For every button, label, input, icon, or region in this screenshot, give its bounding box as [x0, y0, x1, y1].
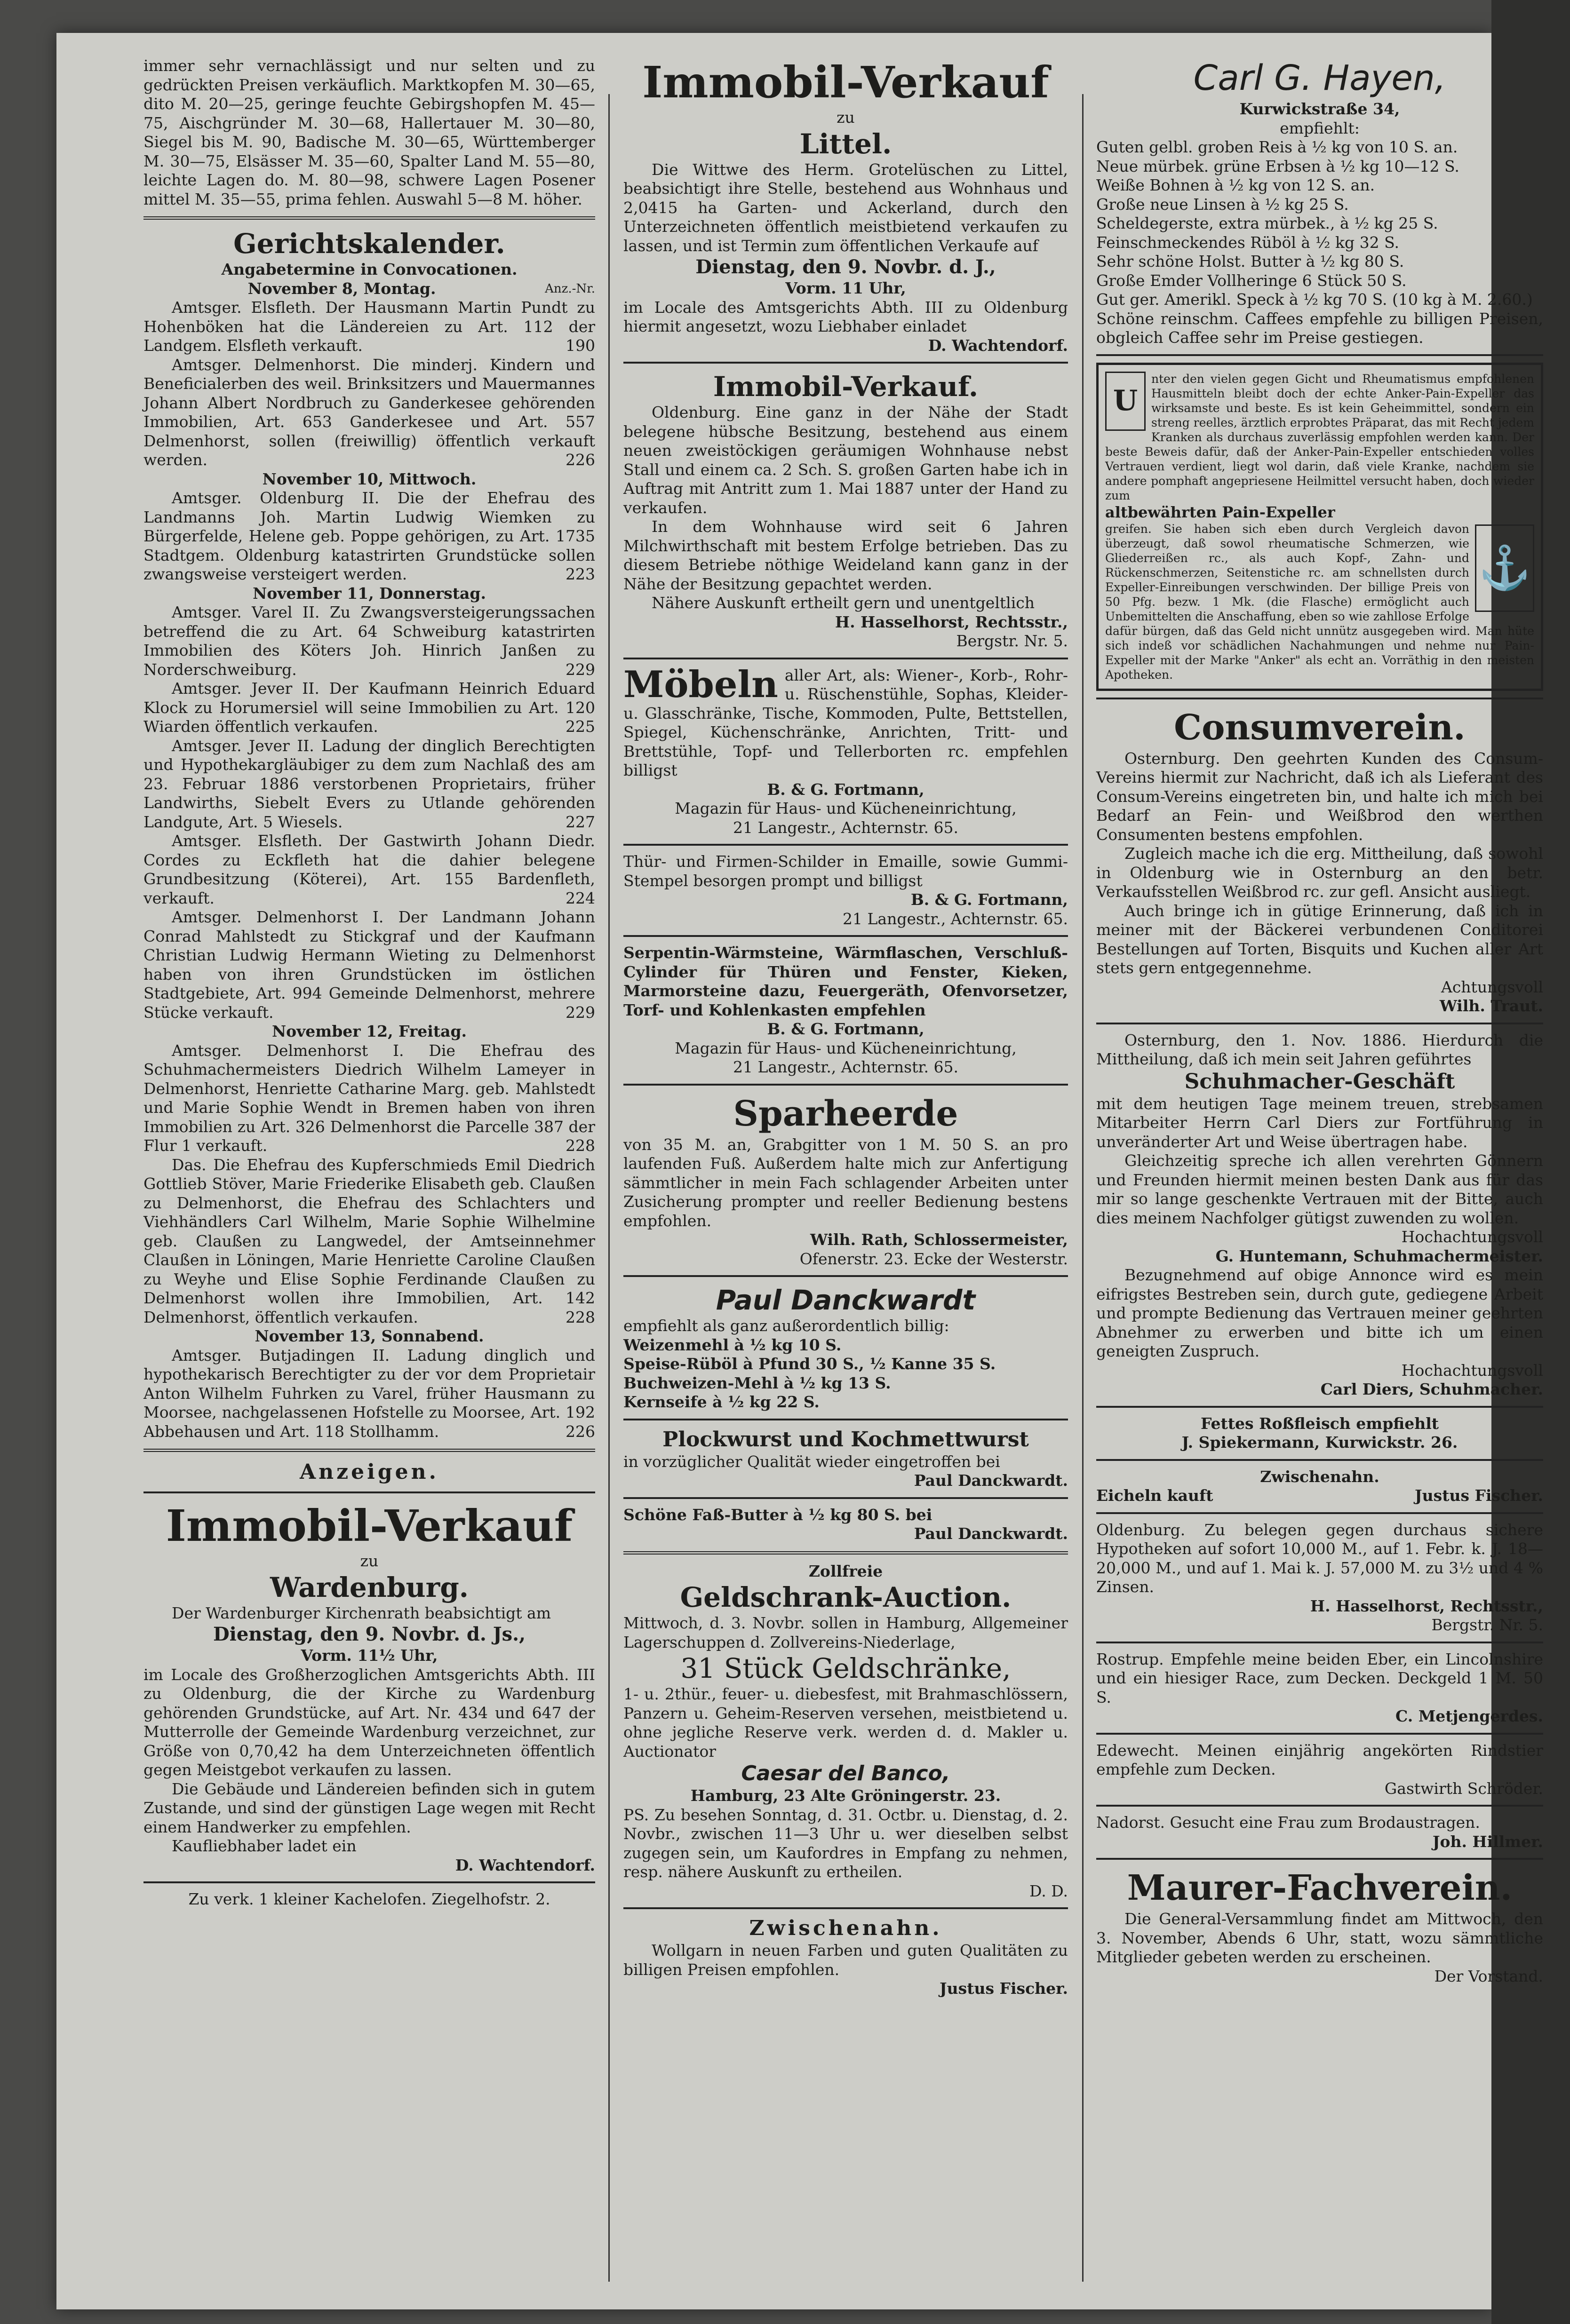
ad-text: 1- u. 2thür., feuer- u. diebesfest, mit Brahmaschlössern, Panzern u. Geheim-Reserven versehen, meistbietend u. ohne jegliche Reserve verk. werden d. d. Makler u. Auctionator	[623, 1685, 1068, 1761]
ad-time: Vorm. 11½ Uhr,	[301, 1646, 438, 1665]
ad-title-zwischenahn: Zwischenahn.	[749, 1916, 942, 1940]
ad-zu: zu	[360, 1552, 379, 1570]
ad-text: in vorzüglicher Qualität wieder eingetroffen bei	[623, 1452, 1000, 1471]
ad-title-immobil-verkauf: Immobil-Verkauf	[166, 1500, 573, 1551]
ad-title-schuhmacher: Schuhmacher-Geschäft	[1184, 1069, 1455, 1094]
divider	[1096, 698, 1543, 699]
anchor-icon: ⚓	[1475, 524, 1534, 612]
ad-address: Hamburg, 23 Alte Gröningerstr. 23.	[690, 1786, 1001, 1805]
date-heading-nov8: November 8, Montag. Anz.-Nr.	[247, 279, 595, 298]
ad-closing: Hochachtungsvoll	[1401, 1361, 1543, 1380]
ad-closing: Achtungsvoll	[1441, 977, 1543, 996]
ad-signature: H. Hasselhorst, Rechtsstr.,	[835, 612, 1068, 631]
ad-closing: Hochachtungsvoll	[1401, 1228, 1543, 1246]
ad-name: Caesar del Banco,	[741, 1761, 950, 1785]
price-line: Schöne reinschm. Caffees empfehle zu billigen Preisen, obgleich Caffee sehr im Preise gestiegen.	[1096, 309, 1543, 347]
small-ad: Zu verk. 1 kleiner Kachelofen. Ziegelhofstr. 2.	[188, 1890, 550, 1908]
ad-text: Rostrup. Empfehle meine beiden Eber, ein Lincolnshire und ein hiesiger Race, zum Decken. Deckgeld 1 M. 50 S.	[1096, 1650, 1543, 1706]
ad-title-wurst: Plockwurst und Kochmettwurst	[662, 1427, 1029, 1452]
ad-place: Littel.	[799, 127, 892, 160]
initial-letter: U	[1105, 372, 1146, 431]
ad-text: von 35 M. an, Grabgitter von 1 M. 50 S. an pro laufenden Fuß. Außerdem halte mich zur Anfertigung sämmtlicher in mein Fach schlagender Arbeiten unter Zusicherung prompter und reeller Bedienung bestens empfohlen.	[623, 1135, 1068, 1230]
ad-text: In dem Wohnhause wird seit 6 Jahren Milchwirthschaft mit bestem Erfolge betrieben. Das zu diesem Betriebe nöthige Weideland kann ganz in der Nähe der Besitzung gepachtet werden.	[623, 517, 1068, 593]
column-rule-1	[608, 94, 610, 2282]
divider	[1096, 1805, 1543, 1807]
divider	[623, 1419, 1068, 1420]
price-line: Guten gelbl. groben Reis à ½ kg von 10 S. an.	[1096, 138, 1458, 156]
ad-text: Bezugnehmend auf obige Annonce wird es mein eifrigstes Bestreben sein, durch gute, gediegene Arbeit und prompte Bedienung das Vertrauen meiner geehrten Abnehmer zu erwerben und bitte ich um einen geneigten Zuspruch.	[1096, 1266, 1543, 1360]
divider	[143, 1491, 595, 1493]
price-line: Gut ger. Amerikl. Speck à ½ kg 70 S. (10 kg à M. 2.60.)	[1096, 290, 1533, 309]
price-line: Weizenmehl à ½ kg 10 S.	[623, 1335, 842, 1354]
ad-text: Kaufliebhaber ladet ein	[172, 1837, 357, 1855]
divider	[1096, 354, 1543, 356]
ad-place: Wardenburg.	[270, 1571, 469, 1603]
price-line: Sehr schöne Holst. Butter à ½ kg 80 S.	[1096, 252, 1404, 270]
court-entry: Amtsger. Oldenburg II. Die der Ehefrau des Landmanns Joh. Martin Ludwig Wiemken zu Bürgerfelde, Helene geb. Poppe gehörigen, zu Art. 1735 Stadtgem. Oldenburg katastrirten Grundstücke sollen zwangsweise versteigert werden. 223	[143, 489, 595, 583]
divider	[623, 1275, 1068, 1277]
ad-text: nter den vielen gegen Gicht und Rheumatismus empfohlenen Hausmitteln bleibt doch der echte Anker-Pain-Expeller das wirksamste und beste. Es ist kein Geheimmittel, sondern ein streng reelles, ärztlich erprobtes Präparat, das mit Recht jedem Kranken als durchaus zuverlässig empfohlen werden kann. Der beste Beweis dafür, daß der Anker-Pain-Expeller entschieden volles Vertrauen verdient, liegt wol darin, daß viele Kranke, nachdem sie andere pomphaft angepriesene Heilmittel versucht haben, doch wieder zum	[1105, 372, 1534, 502]
price-line: Feinschmeckendes Rüböl à ½ kg 32 S.	[1096, 233, 1400, 252]
divider	[143, 1881, 595, 1883]
ad-text: Thür- und Firmen-Schilder in Emaille, sowie Gummi-Stempel besorgen prompt und billigst	[623, 852, 1068, 890]
court-entry: Amtsger. Elsfleth. Der Gastwirth Johann Diedr. Cordes zu Eckfleth hat die dahier belegene Grundbesitzung (Köterei), Art. 155 Bardenfleth, verkauft. 224	[143, 832, 595, 907]
column-1	[143, 56, 595, 2296]
ad-text: Auch bringe ich in gütige Erinnerung, daß ich in meiner mit der Bäckerei verbundenen Conditorei Bestellungen auf Torten, Bisquits und Kuchen aller Art stets gern entgegennehme.	[1096, 901, 1543, 977]
ad-text: Der Wardenburger Kirchenrath beabsichtigt am	[172, 1603, 551, 1622]
ad-text: empfiehlt:	[1280, 119, 1360, 137]
ad-title-immobil-verkauf-littel: Immobil-Verkauf	[642, 57, 1049, 108]
divider	[1096, 1023, 1543, 1024]
price-line: Große Emder Vollheringe 6 Stück 50 S.	[1096, 271, 1407, 290]
market-report-text: immer sehr vernachlässigt und nur selten und zu gedrückten Preisen verkäuflich. Marktkopfen M. 30—65, dito M. 20—25, geringe feuchte Gebirgshopfen M. 45—75, Aischgründer M. 30—68, Hallertauer M. 30—80, Siegel bis M. 90, Badische M. 30—65, Württemberger M. 30—75, Elsässer M. 35—60, Spalter Land M. 55—80, leichte Lagen do. M. 80—98, schwere Lagen Posener mittel M. 35—55, prima fehlen. Auswahl 5—8 M. höher.	[143, 56, 595, 208]
divider	[1096, 1858, 1543, 1860]
ad-headline: 31 Stück Geldschränke,	[680, 1652, 1011, 1684]
ad-signature: Wilh. Traut.	[1439, 997, 1543, 1015]
divider	[623, 1551, 1068, 1555]
divider	[623, 658, 1068, 659]
column-3	[1096, 56, 1543, 2296]
divider	[1096, 1406, 1543, 1408]
ad-signature: H. Hasselhorst, Rechtsstr.,	[1310, 1596, 1543, 1615]
ad-address: 21 Langestr., Achternstr. 65.	[843, 909, 1068, 928]
ad-signature: J. Spiekermann, Kurwickstr. 26.	[1181, 1433, 1458, 1452]
ad-signature: Wilh. Rath, Schlossermeister,	[810, 1230, 1068, 1249]
date-heading-nov13: November 13, Sonnabend.	[255, 1327, 484, 1345]
ad-text: Mittwoch, d. 3. Novbr. sollen in Hamburg, Allgemeiner Lagerschuppen d. Zollvereins-Niederlage,	[623, 1614, 1068, 1651]
ad-signature: Der Vorstand.	[1434, 1967, 1543, 1985]
ad-pretitle: Zollfreie	[808, 1562, 883, 1580]
ad-address: 21 Langestr., Achternstr. 65.	[733, 1058, 958, 1076]
ad-address: Ofenerstr. 23. Ecke der Westerstr.	[799, 1249, 1068, 1268]
divider	[623, 1907, 1068, 1909]
ad-signature: D. Wachtendorf.	[928, 336, 1068, 355]
ad-text: Serpentin-Wärmsteine, Wärmflaschen, Verschluß-Cylinder für Thüren und Fenster, Kieken, Marmorsteine dazu, Feuergeräth, Ofenvorsetzer, Torf- und Kohlenkasten empfehlen	[623, 944, 1068, 1019]
ad-text: greifen. Sie haben sich eben durch Vergleich davon überzeugt, daß sowol rheumatische Schmerzen, wie Gliederreißen rc., als auch Kopf-, Zahn- und Rückenschmerzen, Seitenstiche rc. am schnellsten durch Expeller-Einreibungen verschwinden. Der billige Preis von 50 Pfg. bezw. 1 Mk. (die Flasche) ermöglicht auch Unbemittelten die Anschaffung, eben so wie zahllose Erfolge dafür bürgen, daß das Geld nicht unnütz ausgegeben wird. Man hüte sich indeß vor schädlichen Nachahmungen und nehme nur Pain-Expeller mit der Marke "Anker" als echt an. Vorräthig in den meisten Apotheken.	[1105, 522, 1534, 682]
ad-text: Fettes Roßfleisch empfiehlt	[1200, 1414, 1439, 1433]
ad-text: Oldenburg. Eine ganz in der Nähe der Stadt belegene hübsche Besitzung, bestehend aus einem neuen zweistöckigen geräumigen Wohnhause nebst Stall und einem ca. 2 Sch. S. großen Garten habe ich in Auftrag mit Antritt zum 1. Mai 1887 unter der Hand zu verkaufen.	[623, 403, 1068, 517]
date-heading-nov12: November 12, Freitag.	[271, 1022, 467, 1040]
ad-text: empfiehlt als ganz außerordentlich billig:	[623, 1317, 949, 1335]
divider	[1096, 1512, 1543, 1514]
divider	[1096, 1733, 1543, 1735]
ad-signature: G. Huntemann, Schuhmachermeister.	[1215, 1246, 1543, 1265]
ad-title-maurer-fachverein: Maurer-Fachverein.	[1127, 1868, 1513, 1908]
ad-zu: zu	[837, 108, 855, 127]
court-calendar-title: Gerichtskalender.	[233, 228, 505, 260]
divider	[1096, 1642, 1543, 1643]
ad-title-carl-hayen: Carl G. Hayen,	[1193, 58, 1446, 98]
ad-text: Nähere Auskunft ertheilt gern und unentgeltlich	[652, 594, 1035, 612]
price-line: Kernseife à ½ kg 22 S.	[623, 1393, 820, 1411]
ad-text: Osternburg. Den geehrten Kunden des Consum-Vereins hiermit zur Nachricht, daß ich als Lieferant des Consum-Vereins eingetreten bin, und halte ich mich bei Bedarf an Fein- und Weißbrod den werthen Consumenten bestens empfohlen.	[1096, 749, 1543, 844]
ad-title-paul-danckwardt: Paul Danckwardt	[716, 1284, 976, 1316]
column-rule-2	[1082, 94, 1084, 2282]
ad-title-consumverein: Consumverein.	[1174, 707, 1466, 748]
ad-signature: B. & G. Fortmann,	[910, 890, 1068, 909]
ad-headline: altbewährten Pain-Expeller	[1105, 503, 1335, 521]
ad-signature: D. Wachtendorf.	[455, 1856, 595, 1874]
court-entry: Amtsger. Jever II. Der Kaufmann Heinrich Eduard Klock zu Horumersiel will seine Immobilien zu Art. 120 Wiarden öffentlich verkaufen. 225	[143, 679, 595, 736]
court-entry: Amtsger. Butjadingen II. Ladung dinglich und hypothekarisch Berechtigter zu der vor dem Proprietair Anton Wilhelm Fuhrken zu Varel, früher Hausmann zu Moorsee, nachgelassenen Hofstelle zu Moorsee, Art. 192 Abbehausen und Art. 118 Stollhamm. 226	[143, 1346, 595, 1441]
court-entry: Amtsger. Jever II. Ladung der dinglich Berechtigten und Hypothekargläubiger zu dem zum Nachlaß des am 23. Februar 1886 verstorbenen Proprietairs, früher Landwirths, Siebelt Evers zu Utlande gehörenden Landgute, Art. 5 Wiesels. 227	[143, 736, 595, 831]
ad-signature: Justus Fischer.	[940, 1979, 1068, 1998]
ad-title-zwischenahn-2: Zwischenahn.	[1260, 1467, 1379, 1486]
ad-subline: Magazin für Haus- und Kücheneinrichtung,	[675, 1039, 1017, 1057]
ad-date: Dienstag, den 9. Novbr. d. Js.,	[213, 1623, 526, 1645]
price-line: Scheldegerste, extra mürbek., à ½ kg 25 S.	[1096, 214, 1438, 232]
ad-text: Nadorst. Gesucht eine Frau zum Brodaustragen.	[1096, 1813, 1480, 1832]
court-entry: Amtsger. Delmenhorst I. Der Landmann Johann Conrad Mahlstedt zu Stickgraf und der Kaufmann Christian Ludwig Hermann Wieting zu Delmenhorst haben von ihren Grundstücken im östlichen Stadtgebiete, Art. 994 Gemeinde Delmenhorst, mehrere Stücke verkauft. 229	[143, 908, 595, 1022]
ad-initials: D. D.	[1029, 1881, 1068, 1900]
ad-address: Bergstr. Nr. 5.	[1431, 1616, 1543, 1634]
ad-text: Die Wittwe des Herm. Grotelüschen zu Littel, beabsichtigt ihre Stelle, bestehend aus Wohnhaus und 2,0415 ha Garten- und Ackerland, durch den Unterzeichneten öffentlich meistbietend verkaufen zu lassen, und ist Termin zum öffentlichen Verkaufe auf	[623, 160, 1068, 255]
ad-title-immobil-verkauf-2: Immobil-Verkauf.	[713, 371, 979, 403]
pain-expeller-ad	[1096, 363, 1543, 691]
divider	[623, 844, 1068, 846]
ad-date: Dienstag, den 9. Novbr. d. J.,	[695, 256, 996, 278]
ad-title-sparheerde: Sparheerde	[733, 1093, 958, 1134]
court-entry: Amtsger. Elsfleth. Der Hausmann Martin Pundt zu Hohenböken hat die Ländereien zu Art. 112 der Landgem. Elsfleth verkauft. 190	[143, 298, 595, 355]
ad-text: Die Gebäude und Ländereien befinden sich in gutem Zustande, und sind der günstigen Lage wegen mit Recht einem Handwerker zu empfehlen.	[143, 1779, 595, 1836]
date-heading-nov11: November 11, Donnerstag.	[253, 584, 486, 603]
price-line: Weiße Bohnen à ½ kg von 12 S. an.	[1096, 176, 1375, 194]
divider	[623, 1084, 1068, 1086]
ad-signature: Paul Danckwardt.	[914, 1524, 1068, 1543]
court-calendar-subtitle: Angabetermine in Convocationen.	[221, 260, 518, 278]
divider	[623, 1497, 1068, 1499]
price-line: Neue mürbek. grüne Erbsen à ½ kg 10—12 S.	[1096, 157, 1459, 175]
ad-text: mit dem heutigen Tage meinem treuen, strebsamen Mitarbeiter Herrn Carl Diers zur Fortführung in unveränderter Art und Weise übertragen habe.	[1096, 1094, 1543, 1151]
ad-time: Vorm. 11 Uhr,	[785, 279, 906, 297]
court-entry: Amtsger. Delmenhorst. Die minderj. Kindern und Beneficialerben des weil. Brinksitzers und Mauermannes Johann Albert Nordbruch zu Ganderkesee gehörenden Immobilien, Art. 653 Ganderkesee und Art. 557 Delmenhorst, sollen (freiwillig) öffentlich verkauft werden. 226	[143, 355, 595, 469]
column-2	[623, 56, 1068, 2296]
divider	[623, 935, 1068, 937]
ad-signature: B. & G. Fortmann,	[767, 780, 924, 799]
ad-signature: Gastwirth Schröder.	[1384, 1779, 1543, 1798]
ad-signature: C. Metjengerdes.	[1395, 1707, 1543, 1725]
divider	[143, 1449, 595, 1452]
ad-text: Zugleich mache ich die erg. Mittheilung, daß sowohl in Oldenburg wie in Osternburg an den betr. Verkaufsstellen Weißbrod rc. zur gefl. Ansicht ausliegt.	[1096, 844, 1543, 901]
ad-address: Kurwickstraße 34,	[1239, 100, 1400, 118]
ad-signature: Paul Danckwardt.	[914, 1471, 1068, 1490]
divider	[623, 362, 1068, 364]
court-entry: Amtsger. Varel II. Zu Zwangsversteigerungssachen betreffend die zu Art. 64 Schweiburg katastrirten Immobilien des Köters Joh. Hinrich Janßen zu Norderschweiburg. 229	[143, 603, 595, 679]
date-heading-nov10: November 10, Mittwoch.	[262, 469, 477, 488]
ad-text: Gleichzeitig spreche ich allen verehrten Gönnern und Freunden hiermit meinen besten Dank aus für das mir so lange geschenkte Vertrauen mit der Bitte, auch dies meinem Nachfolger gütigst zuwenden zu wollen.	[1096, 1151, 1543, 1227]
ad-text: im Locale des Amtsgerichts Abth. III zu Oldenburg hiermit angesetzt, wozu Liebhaber einladet	[623, 298, 1068, 335]
ad-text: im Locale des Großherzoglichen Amtsgerichts Abth. III zu Oldenburg, die der Kirche zu Wardenburg gehörenden Grundstücke, auf Art. Nr. 434 und 647 der Mutterrolle der Gemeinde Wardenburg verzeichnet, zur Größe von 0,70,42 ha dem Unterzeichneten öffentlich gegen Meistgebot verkaufen zu lassen.	[143, 1665, 595, 1779]
divider	[1096, 1459, 1543, 1461]
court-entry: Amtsger. Delmenhorst I. Die Ehefrau des Schuhmachermeisters Diedrich Wilhelm Lameyer in Delmenhorst, Henriette Catharine Marg. geb. Mahlstedt und Marie Sophie Wendt in Bremen haben von ihren Immobilien zu Art. 326 Delmenhorst die Parcelle 387 der Flur 1 verkauft. 228	[143, 1041, 595, 1155]
ad-title-moebeln: Möbeln	[623, 663, 778, 706]
price-line: Große neue Linsen à ½ kg 25 S.	[1096, 195, 1349, 214]
ad-subline: Magazin für Haus- und Kücheneinrichtung,	[675, 799, 1017, 817]
ad-text: Schöne Faß-Butter à ½ kg 80 S. bei	[623, 1505, 932, 1524]
ad-signature: Joh. Hillmer.	[1432, 1832, 1543, 1851]
ad-signature: B. & G. Fortmann,	[767, 1020, 924, 1038]
ads-section-title: Anzeigen.	[300, 1460, 439, 1484]
ad-signature: Carl Diers, Schuhmacher.	[1320, 1380, 1543, 1398]
ad-text: Osternburg, den 1. Nov. 1886. Hierdurch die Mittheilung, daß ich mein seit Jahren geführtes	[1096, 1031, 1543, 1068]
ad-moebeln: Möbeln aller Art, als: Wiener-, Korb-, Rohr- u. Rüschenstühle, Sophas, Kleider- u. Glasschränke, Tische, Kommoden, Pulte, Bettstellen, Spiegel, Küchenschränke, Anrichten, Tritt- und Brettstühle, Topf- und Tellerborten rc. empfehlen billigst	[623, 663, 1068, 779]
ad-line: Eicheln kauft Justus Fischer.	[1096, 1486, 1543, 1505]
ad-text: Edewecht. Meinen einjährig angekörten Rindstier empfehle zum Decken.	[1096, 1741, 1543, 1778]
ad-text: Oldenburg. Zu belegen gegen durchaus sichere Hypotheken auf sofort 10,000 M., auf 1. Febr. k. J. 18—20,000 M., und auf 1. Mai k. J. 57,000 M. zu 3½ und 4 % Zinsen.	[1096, 1520, 1543, 1596]
ad-address: 21 Langestr., Achternstr. 65.	[733, 818, 958, 837]
ad-text: Die General-Versammlung findet am Mittwoch, den 3. November, Abends 6 Uhr, statt, wozu sämmtliche Mitglieder gebeten werden zu erscheinen.	[1096, 1910, 1543, 1966]
ad-text: PS. Zu besehen Sonntag, d. 31. Octbr. u. Dienstag, d. 2. Novbr., zwischen 11—3 Uhr u. wer dieselben selbst zugegen sein, um Kaufordres in Empfang zu nehmen, resp. nähere Auskunft zu ertheilen.	[623, 1805, 1068, 1881]
ad-title-geldschrank: Geldschrank-Auction.	[680, 1581, 1012, 1613]
price-line: Speise-Rüböl à Pfund 30 S., ½ Kanne 35 S.	[623, 1355, 996, 1373]
ad-text: Wollgarn in neuen Farben und guten Qualitäten zu billigen Preisen empfohlen.	[623, 1941, 1068, 1979]
ad-address: Bergstr. Nr. 5.	[956, 632, 1068, 650]
divider	[143, 216, 595, 220]
price-line: Buchweizen-Mehl à ½ kg 13 S.	[623, 1373, 891, 1392]
court-entry: Das. Die Ehefrau des Kupferschmieds Emil Diedrich Gottlieb Stöver, Marie Friederike Elisabeth geb. Claußen zu Delmenhorst, die Ehefrau des Schlachters und Viehhändlers Carl Wilhelm, Marie Sophie Wilhelmine geb. Claußen zu Langwedel, der Amtseinnehmer Claußen in Löningen, Marie Henriette Caroline Claußen zu Weyhe und Elise Sophie Ferdinande Claußen zu Delmenhorst wollen ihre Immobilien, Art. 142 Delmenhorst, öffentlich verkaufen. 228	[143, 1155, 595, 1326]
